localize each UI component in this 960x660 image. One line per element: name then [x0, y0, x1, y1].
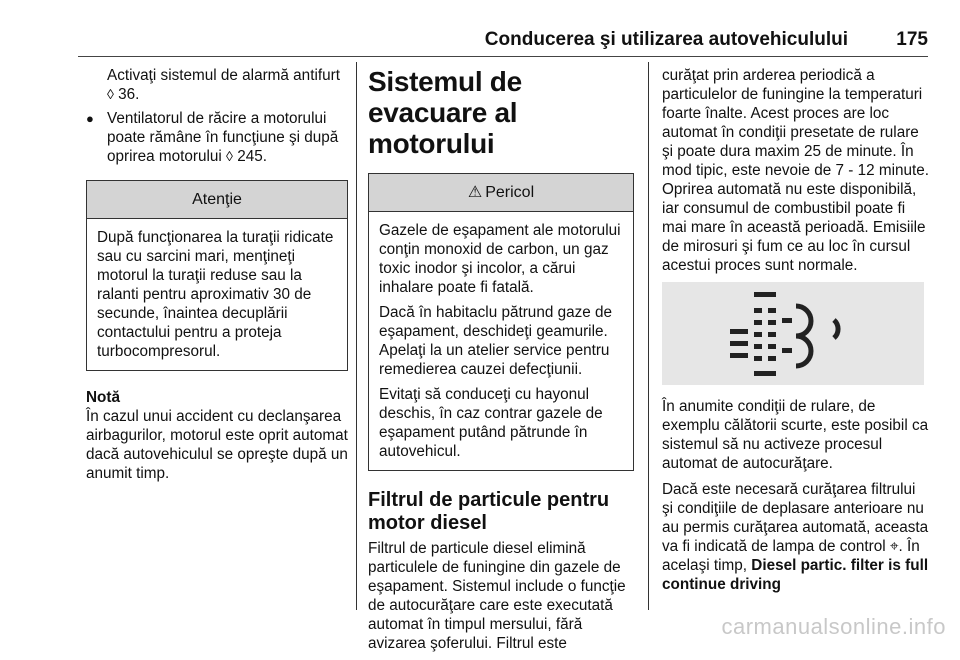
page-reference: 36. — [118, 86, 140, 103]
diesel-particulate-filter-icon — [728, 286, 858, 382]
danger-title: Pericol — [485, 184, 535, 201]
note-title: Notă — [86, 389, 120, 406]
body-paragraph: curăţat prin arderea periodică a particulelor de funingine la temperaturi foarte înalte. Acest proces are loc automat în condiţii presetate de rulare şi poate dura maxim 25 de minute. În mod tipic, este nevoie de 7 - 12 minute. Oprirea automată nu este disponibilă, iar consumul de combustibil poate fi mai mare în această perioadă. Emisiile de mirosuri şi fum ce au loc în cursul acestui proces sunt normale. — [662, 67, 929, 274]
watermark: carmanualsonline.info — [721, 614, 946, 639]
column-divider — [648, 62, 649, 610]
body-paragraph: În anumite condiţii de rulare, de exemplu călătorii scurte, este posibil ca sistemul să nu activeze procesul automat de autocurăţare. — [662, 398, 929, 472]
body-paragraph: Dacă este necesară curăţarea filtrului şi condiţiile de deplasare anterioare nu au permis curăţarea automată, aceasta va fi indicată de lampa de control ⌖. În acelaşi timp, Diesel partic. filter is full continue driving — [662, 481, 929, 593]
subsection-heading: Filtrul de particule pentru motor diesel — [368, 489, 610, 534]
danger-paragraph: Evitaţi să conduceţi cu hayonul deschis, în caz contrar gazele de eşapament putând pătrunde în autovehicul. — [379, 386, 603, 460]
column-left — [86, 66, 348, 483]
filter-lamp-icon: ⌖ — [889, 538, 899, 555]
reference-arrow-icon: ◊ — [226, 148, 233, 164]
column-divider — [356, 62, 357, 610]
body-paragraph: Filtrul de particule diesel elimină particulele de funingine din gazele de eşapament. Sistemul include o funcţie de autocurăţare care este executată automat în timpul mersului, fără avizarea şoferului. Filtrul este — [368, 540, 626, 652]
danger-paragraph: Gazele de eşapament ale motorului conţin monoxid de carbon, un gaz toxic inodor şi incolor, a cărui inhalare poate fi fatală. — [379, 222, 621, 296]
danger-header — [369, 174, 633, 212]
danger-paragraph: Dacă în habitaclu pătrund gaze de eşapament, deschideţi geamurile. Apelaţi la un atelier service pentru remedierea cauzei defecţiunii. — [379, 304, 613, 378]
caution-text: După funcţionarea la turaţii ridicate sau cu sarcini mari, menţineţi motorul la turaţii reduse sau la ralanti pentru aproximativ 30 de secunde, înaintea decuplării contactului pentru a proteja turbocompresorul. — [97, 229, 334, 360]
bullet-icon: ● — [86, 111, 94, 126]
column-middle — [368, 66, 634, 660]
dpf-lamp-illustration — [662, 282, 924, 385]
note-text: În cazul unui accident cu declanşarea airbagurilor, motorul este oprit automat dacă autovehiculul se opreşte după un anumit timp. — [86, 408, 348, 482]
reference-arrow-icon: ◊ — [107, 86, 114, 102]
warning-triangle-icon: ⚠ — [467, 184, 483, 201]
page-number: 175 — [896, 29, 928, 50]
list-item: ● Ventilatorul de răcire a motorului poate rămâne în funcţiune şi după oprirea motorului ◊ 245. — [86, 110, 339, 165]
page-reference: 245. — [237, 148, 267, 165]
column-right — [662, 66, 930, 601]
danger-box — [368, 173, 634, 471]
section-heading: Sistemul de evacuare al motorului — [368, 66, 522, 159]
header-title: Conducerea şi utilizarea autovehiculului — [484, 29, 848, 50]
continued-text: Activaţi sistemul de alarmă antifurt ◊ 36. — [107, 67, 340, 103]
caution-title: Atenţie — [87, 181, 347, 219]
display-message: Diesel partic. filter is full continue driving — [662, 557, 929, 593]
page-header — [78, 26, 928, 57]
caution-box — [86, 180, 348, 371]
